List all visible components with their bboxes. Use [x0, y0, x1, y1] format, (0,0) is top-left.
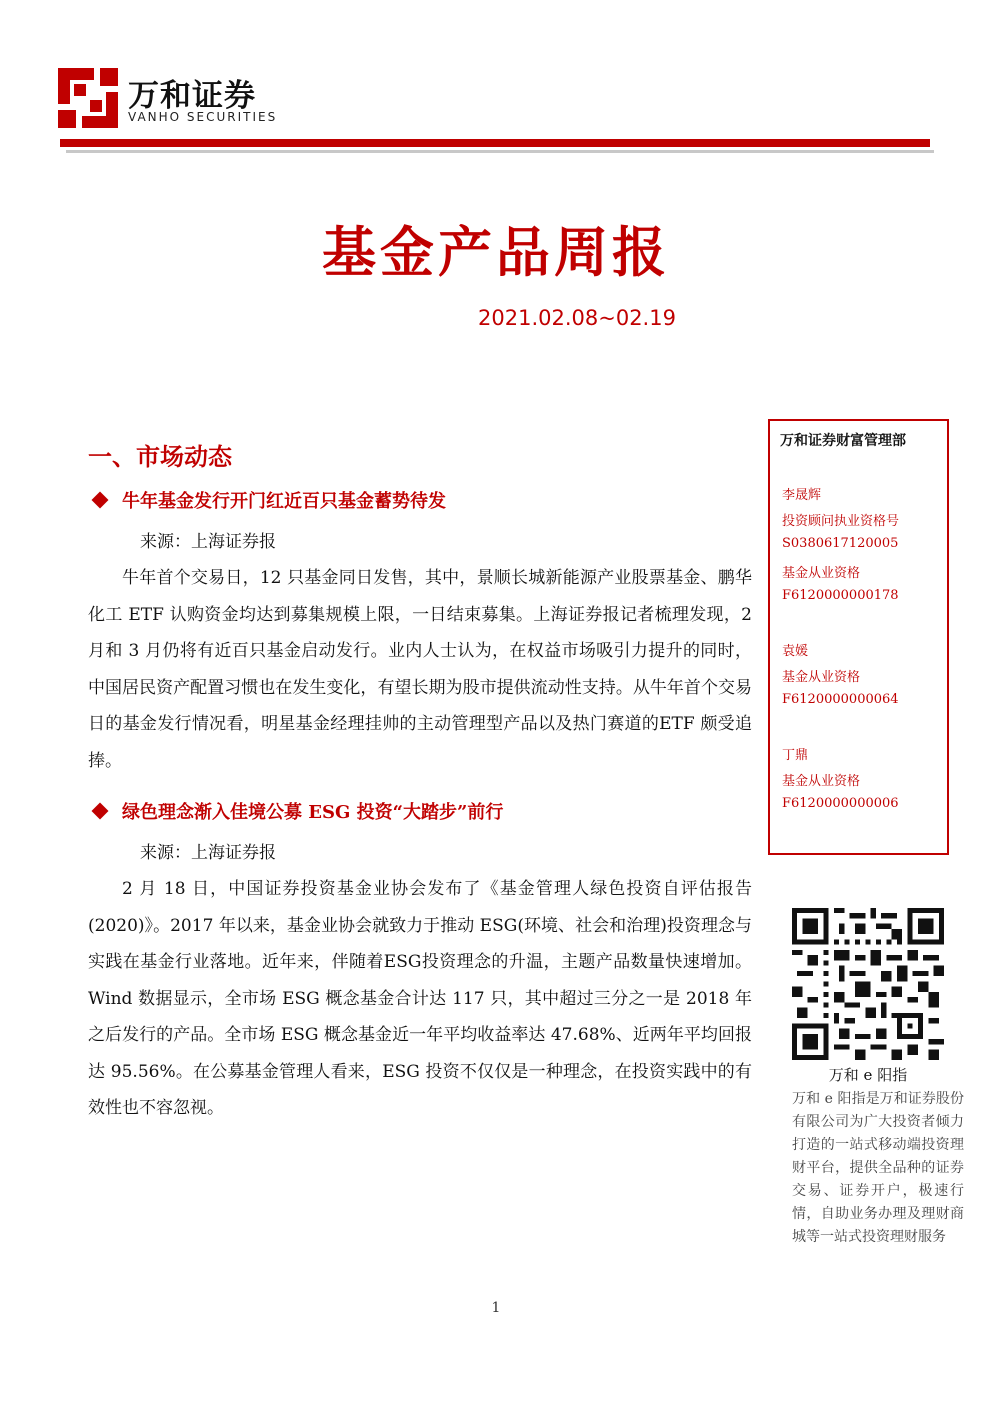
document-title: 基金产品周报 — [322, 221, 670, 284]
article-title — [92, 798, 503, 824]
logo-text-en: VANHO SECURITIES — [128, 110, 278, 124]
article-body: 牛年首个交易日，12 只基金同日发售，其中，景顺长城新能源产业股票基金、鹏华化工 ETF 认购资金均达到募集规模上限，一日结束募集。上海证券报记者梳理发现，2 月和 3 月仍将有近百只基金启动发行。业内人士认为，在权益市场吸引力提升的同时，中国居民资产配置习惯也在发生变化，有望长期为股市提供流动性支持。从牛年首个交易日的基金发行情况看，明星基金经理挂帅的主动管理型产品以及热门赛道的ETF 颇受追捧。 — [88, 568, 752, 771]
header-rule-shadow — [66, 150, 934, 153]
contact-box-heading: 万和证券财富管理部 — [780, 433, 906, 449]
license-number: F6120000000006 — [782, 796, 899, 811]
license-number: F6120000000064 — [782, 692, 899, 707]
qr-label: 万和 e 阳指 — [828, 1066, 908, 1084]
page-number: 1 — [491, 1300, 501, 1316]
qr-code-icon[interactable] — [792, 908, 944, 1060]
analyst-name: 丁鼎 — [782, 748, 809, 763]
license-label: 投资顾问执业资格号 — [782, 514, 900, 529]
document-date: 2021.02.08~02.19 — [478, 306, 676, 330]
license-number: F6120000000178 — [782, 588, 899, 603]
article-source: 来源：上海证券报 — [140, 843, 276, 863]
article-title — [92, 487, 446, 513]
section-heading: 一、市场动态 — [88, 443, 232, 471]
analyst-name: 袁媛 — [782, 644, 809, 659]
article-body: 2 月 18 日，中国证券投资基金业协会发布了《基金管理人绿色投资自评估报告(2020)》。2017 年以来，基金业协会就致力于推动 ESG(环境、社会和治理)投资理念与实践在基金行业落地。近年来，伴随着ESG投资理念的升温，主题产品数量快速增加。Wind 数据显示，全市场 ESG 概念基金合计达 117 只，其中超过三分之一是 2018 年之后发行的产品。全市场 ESG 概念基金近一年平均收益率达 47.68%、近两年平均回报达 95.56%。在公募基金管理人看来，ESG 投资不仅仅是一种理念，在投资实践中的有效性也不容忽视。 — [88, 879, 752, 1118]
license-label: 基金从业资格 — [782, 670, 861, 685]
license-label: 基金从业资格 — [782, 774, 861, 789]
diamond-bullet-icon — [92, 492, 109, 509]
logo-text-cn: 万和证券 — [128, 78, 256, 114]
license-label: 基金从业资格 — [782, 566, 861, 581]
analyst-name: 李晟辉 — [782, 488, 822, 503]
qr-description: 万和 e 阳指是万和证券股份有限公司为广大投资者倾力打造的一站式移动端投资理财平台，提供全品种的证券交易、证券开户，极速行情，自助业务办理及理财商城等一站式投资理财服务 — [792, 1091, 964, 1245]
article-source: 来源：上海证券报 — [140, 532, 276, 552]
article-title-text: 牛年基金发行开门红近百只基金蓄势待发 — [122, 491, 446, 512]
license-number: S0380617120005 — [782, 536, 899, 551]
header-rule — [60, 139, 930, 147]
diamond-bullet-icon — [92, 803, 109, 820]
article-title-text: 绿色理念渐入佳境公募 ESG 投资“大踏步”前行 — [122, 802, 504, 823]
logo-mark-icon — [58, 68, 118, 128]
